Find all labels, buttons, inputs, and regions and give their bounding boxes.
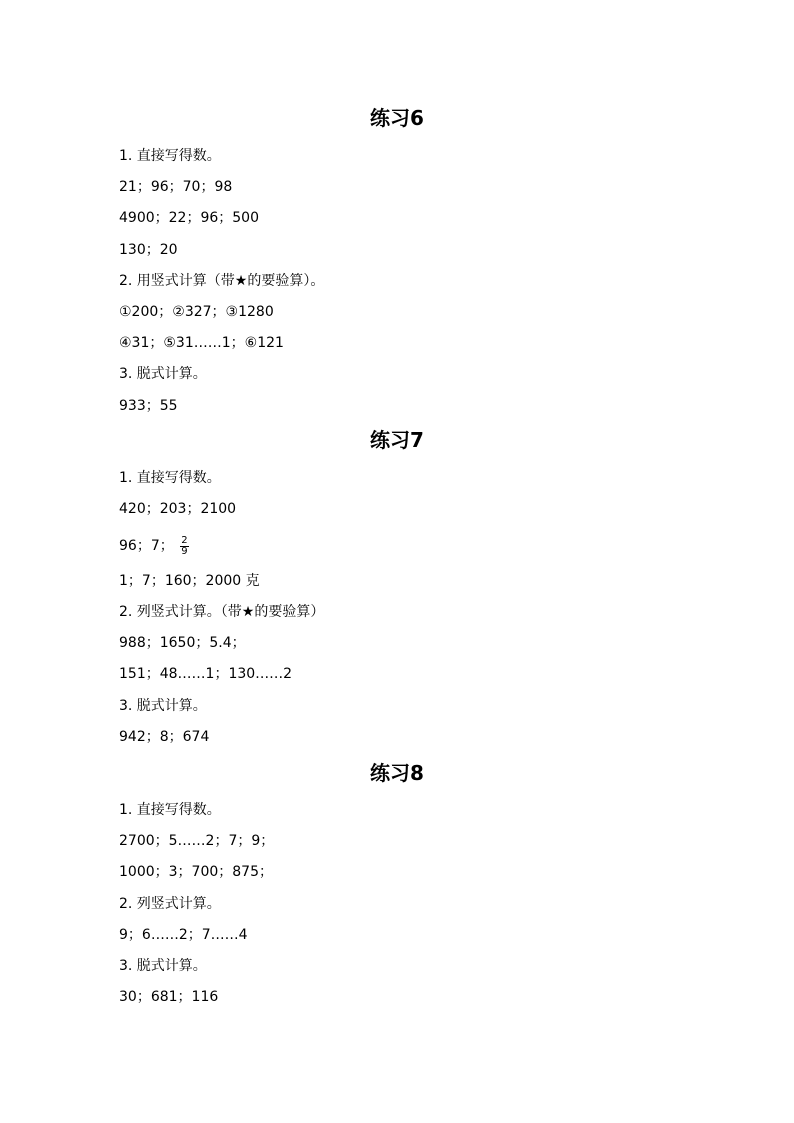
section-title-7: 练习7 [370,428,424,452]
answer-line-with-fraction [119,534,189,558]
answer-line: 130；20 [119,242,178,258]
question-heading: 2. 列竖式计算。（带★的要验算） [119,604,325,620]
answer-line: 2700；5……2；7；9； [119,833,275,849]
question-heading: 3. 脱式计算。 [119,958,207,974]
answer-line: ④31；⑤31……1；⑥121 [119,335,284,351]
answer-line: 1000；3；700；875； [119,864,273,880]
answer-line: 933；55 [119,398,178,414]
question-heading: 1. 直接写得数。 [119,802,221,818]
answer-line: 9；6……2；7……4 [119,927,248,943]
question-heading: 1. 直接写得数。 [119,148,221,164]
answer-line: 942；8；674 [119,729,210,745]
question-heading: 3. 脱式计算。 [119,366,207,382]
section-title-8: 练习8 [370,761,424,785]
fraction [180,536,188,557]
answer-line: 21；96；70；98 [119,179,233,195]
answer-prefix: 96；7； [119,538,174,554]
fraction-numerator: 2 [181,534,188,546]
question-heading: 2. 用竖式计算（带★的要验算）。 [119,273,325,289]
answer-line: 30；681；116 [119,989,219,1005]
answer-line: 420；203；2100 [119,501,237,517]
question-heading: 2. 列竖式计算。 [119,896,221,912]
answer-line: 988；1650；5.4； [119,635,246,651]
fraction-denominator: 9 [181,545,188,557]
question-heading: 3. 脱式计算。 [119,698,207,714]
answer-line: 151；48……1；130……2 [119,666,293,682]
question-heading: 1. 直接写得数。 [119,470,221,486]
answer-line: ①200；②327；③1280 [119,304,274,320]
section-title-6: 练习6 [370,106,424,130]
answer-line: 4900；22；96；500 [119,210,259,226]
answer-line: 1；7；160；2000 克 [119,573,260,589]
